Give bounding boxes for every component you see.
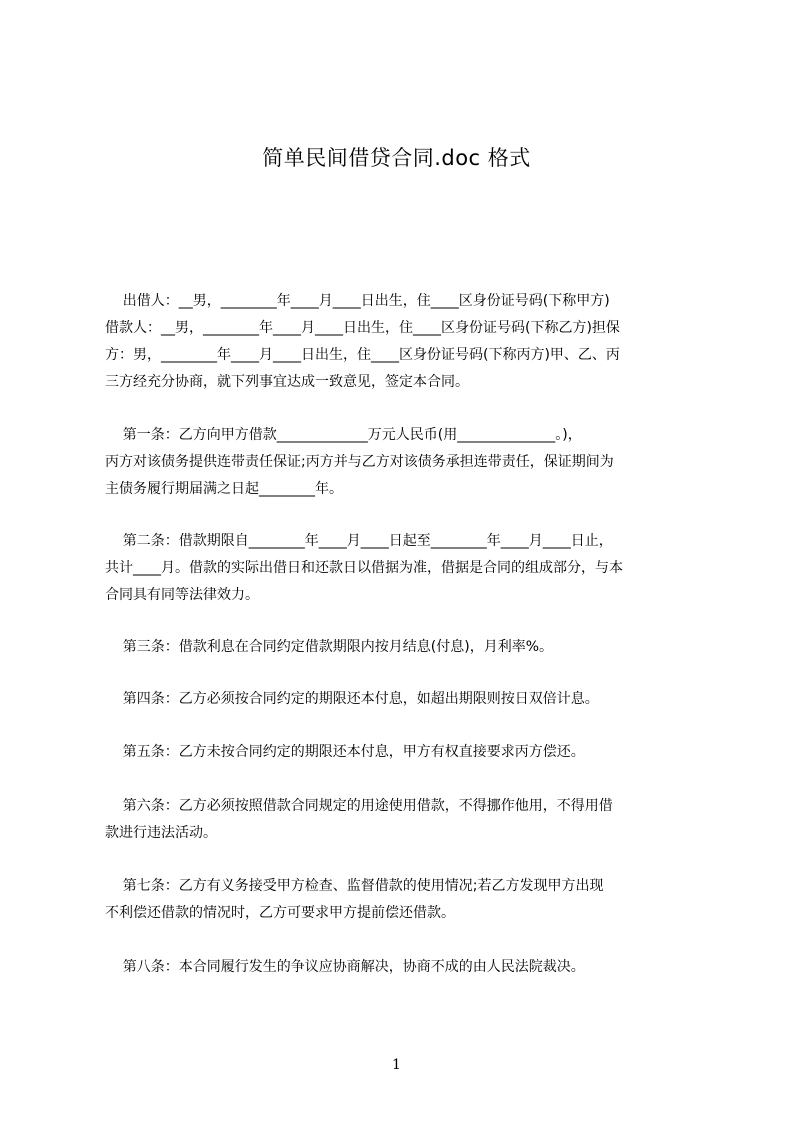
paragraph-line: 第三条：借款利息在合同约定借款期限内按月结息(付息)，月利率%。 (105, 639, 554, 655)
page-number: 1 (392, 1057, 401, 1073)
paragraph-line: 主债务履行期届满之日起________年。 (105, 481, 343, 497)
paragraph-line: 不利偿还借款的情况时，乙方可要求甲方提前偿还借款。 (105, 905, 455, 921)
paragraph-line: 丙方对该债务提供连带责任保证;丙方并与乙方对该债务承担连带责任，保证期间为 (105, 454, 614, 470)
article-1 (105, 422, 699, 503)
paragraph-line: 第五条：乙方未按合同约定的期限还本付息，甲方有权直接要求丙方偿还。 (105, 744, 585, 760)
article-3 (105, 634, 699, 661)
article-2 (105, 528, 699, 609)
article-5 (105, 739, 699, 766)
paragraph-line: 合同具有同等法律效力。 (105, 587, 259, 603)
paragraph-line: 第八条：本合同履行发生的争议应协商解决，协商不成的由人民法院裁决。 (105, 959, 585, 975)
article-8 (105, 954, 699, 981)
paragraph-line: 出借人：__男，________年____月____日出生，住____区身份证号码(下称甲方) (105, 293, 610, 309)
article-7 (105, 873, 699, 927)
article-4 (105, 686, 699, 713)
paragraph-parties (105, 288, 699, 396)
paragraph-line: 第一条：乙方向甲方借款_____________万元人民币(用______________。)， (105, 427, 582, 443)
paragraph-line: 三方经充分协商，就下列事宜达成一致意见，签定本合同。 (105, 374, 469, 390)
paragraph-line: 第四条：乙方必须按合同约定的期限还本付息，如超出期限则按日双倍计息。 (105, 691, 599, 707)
article-6 (105, 793, 699, 847)
document-title: 简单民间借贷合同.doc 格式 (262, 146, 531, 170)
paragraph-line: 第七条：乙方有义务接受甲方检查、监督借款的使用情况;若乙方发现甲方出现 (105, 878, 604, 894)
paragraph-line: 借款人：__男，________年____月____日出生，住____区身份证号码(下称乙方)担保 (105, 320, 620, 336)
paragraph-line: 款进行违法活动。 (105, 825, 217, 841)
paragraph-line: 方：男，________年____月____日出生，住____区身份证号码(下称丙方)甲、乙、丙 (105, 347, 620, 363)
paragraph-line: 共计____月。借款的实际出借日和还款日以借据为准，借据是合同的组成部分，与本 (105, 560, 623, 576)
paragraph-line: 第二条：借款期限自________年____月____日起至________年____月____日止， (105, 533, 613, 549)
paragraph-line: 第六条：乙方必须按照借款合同规定的用途使用借款，不得挪作他用，不得用借 (105, 798, 613, 814)
